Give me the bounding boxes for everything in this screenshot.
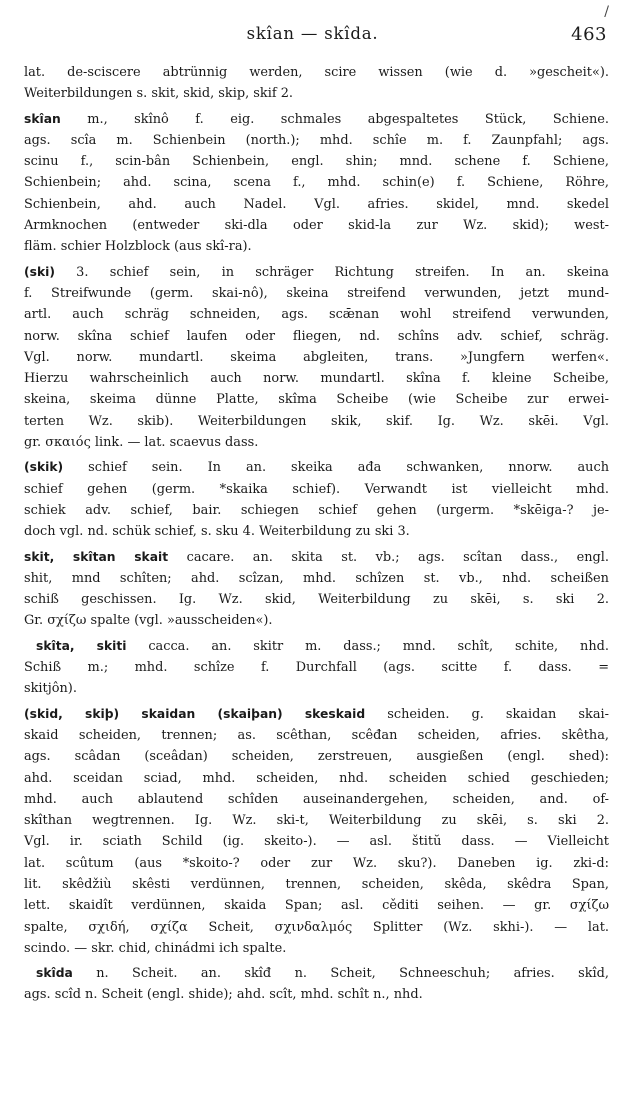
headword: skîda: [36, 966, 73, 981]
headword: skîan: [24, 111, 61, 126]
entry-line: gr. σκαιός link. — lat. scaevus dass.: [24, 435, 259, 451]
entry-line: skitjôn).: [24, 681, 77, 697]
entry-line: Gr. σχίζω spalte (vgl. »ausscheiden«).: [24, 613, 273, 629]
headword: (skid, skiþ) skaidan (skaiþan) skeskaid: [24, 706, 366, 721]
entry-text: cacca. an. skitr m. dass.; mnd. schît, schite, nhd.: [126, 638, 609, 654]
entry-line: lat. scûtum (aus *skoito-? oder zur Wz. sku?). Daneben ig. zki-d:: [24, 855, 609, 871]
entry-line: shit, mnd schîten; ahd. scîzan, mhd. schîzen st. vb., nhd. scheißen: [24, 570, 609, 586]
entry-line: [24, 547, 609, 568]
entry-line: doch vgl. nd. schük schief, s. sku 4. Weiterbildung zu ski 3.: [24, 524, 410, 540]
page-header: [0, 4, 625, 48]
running-head: skîan — skîda.: [246, 24, 379, 43]
entry-line: ags. scâdan (sceâdan) scheiden, zerstreuen, ausgießen (engl. shed):: [24, 749, 609, 765]
entry-line: scindo. — skr. chid, chinádmi ich spalte.: [24, 940, 287, 956]
entry-gap: [24, 1006, 609, 1010]
entry-line: terten Wz. skib). Weiterbildungen skik, skif. Ig. Wz. skēi. Vgl.: [24, 413, 609, 429]
entry-line: lat. de-sciscere abtrünnig werden, scire wissen (wie d. »gescheit«).: [24, 65, 609, 80]
entry-line: Armknochen (entweder ski-dla oder skid-la zur Wz. skid); west-: [24, 218, 609, 234]
entry-line: lett. skaidît verdünnen, skaida Span; asl. cěditi seihen. — gr. σχίζω: [24, 898, 609, 914]
entry-line: spalte, σχιδή, σχίζα Scheit, σχινδαλμός Splitter (Wz. skhi-). — lat.: [24, 919, 609, 935]
entry-line: schiß geschissen. Ig. Wz. skid, Weiterbildung zu skēi, s. ski 2.: [24, 592, 609, 608]
pencil-tick-mark: /: [604, 4, 609, 20]
entry-line: fläm. schier Holzblock (aus skî-ra).: [24, 239, 252, 255]
entry-line: lit. skêdžiù skêsti verdünnen, trennen, scheiden, skêda, skêdra Span,: [24, 876, 609, 892]
headword: (ski): [24, 264, 55, 279]
dictionary-entry: [24, 963, 609, 1006]
dictionary-entry: [24, 636, 609, 700]
dictionary-entry: [24, 262, 609, 454]
headword: (skik): [24, 460, 64, 475]
entry-text: m., skînô f. eig. schmales abgespaltetes Stück, Schiene.: [60, 111, 609, 127]
entry-text: scheiden. g. skaidan skai-: [365, 706, 609, 722]
entry-line: mhd. auch ablautend schîden auseinandergehen, scheiden, and. of-: [24, 791, 609, 807]
page-number: 463: [571, 24, 607, 45]
entry-line: schief gehen (germ. *skaika schief). Verwandt ist vielleicht mhd.: [24, 481, 609, 497]
entry-line: Weiterbildungen s. skit, skid, skip, skif 2.: [24, 86, 293, 102]
entry-line: [24, 262, 609, 283]
headword: skit, skîtan skait: [24, 549, 169, 564]
dictionary-entry: [24, 704, 609, 960]
entry-line: [24, 457, 609, 478]
entry-text: schief sein. In an. skeika ađa schwanken, nnorw. auch: [63, 460, 609, 476]
entry-line: scinu f., scin-bân Schienbein, engl. shin; mnd. schene f. Schiene,: [24, 154, 609, 170]
entry-text: n. Scheit. an. skîđ n. Scheit, Schneeschuh; afries. skîd,: [72, 966, 609, 982]
entry-line: [24, 636, 609, 657]
entry-line: Schiß m.; mhd. schîze f. Durchfall (ags. scitte f. dass. =: [24, 660, 609, 676]
entry-line: [24, 109, 609, 130]
headword: skîta, skiti: [36, 638, 127, 653]
entry-line: Vgl. norw. mundartl. skeima abgleiten, trans. »Jungfern werfen«.: [24, 349, 609, 365]
dictionary-entry: [24, 62, 609, 105]
dictionary-entry: [24, 457, 609, 542]
entry-line: norw. skîna schief laufen oder fliegen, nd. schîns adv. schief, schräg.: [24, 328, 609, 344]
entry-line: f. Streifwunde (germ. skai-nô), skeina streifend verwunden, jetzt mund-: [24, 285, 609, 301]
entry-line: ags. scîd n. Scheit (engl. shide); ahd. scît, mhd. schît n., nhd.: [24, 987, 423, 1003]
entry-line: [24, 963, 609, 984]
dictionary-body: [24, 62, 609, 1010]
entry-line: Schienbein; ahd. scina, scena f., mhd. schin(e) f. Schiene, Röhre,: [24, 175, 609, 191]
entry-line: skeina, skeima dünne Platte, skîma Scheibe (wie Scheibe zur erwei-: [24, 392, 609, 408]
entry-line: ags. scîa m. Schienbein (north.); mhd. schîe m. f. Zaunpfahl; ags.: [24, 132, 609, 148]
entry-text: cacare. an. skita st. vb.; ags. scîtan dass., engl.: [168, 549, 610, 565]
dictionary-entry: [24, 109, 609, 258]
entry-line: Hierzu wahrscheinlich auch norw. mundartl. skîna f. kleine Scheibe,: [24, 371, 609, 387]
entry-line: [24, 704, 609, 725]
entry-line: artl. auch schräg schneiden, ags. scǣnan wohl streifend verwunden,: [24, 307, 609, 323]
entry-line: skaid scheiden, trennen; as. scêthan, scêđan scheiden, afries. skêtha,: [24, 727, 609, 743]
dictionary-entry: [24, 547, 609, 632]
entry-text: 3. schief sein, in schräger Richtung streifen. In an. skeina: [54, 264, 609, 280]
entry-line: ahd. sceidan sciad, mhd. scheiden, nhd. scheiden schied geschieden;: [24, 770, 609, 786]
entry-line: schiek adv. schief, bair. schiegen schief gehen (urgerm. *skēiga-? je-: [24, 502, 609, 518]
entry-line: Schienbein, ahd. auch Nadel. Vgl. afries. skidel, mnd. skedel: [24, 196, 609, 212]
entry-line: Vgl. ir. sciath Schild (ig. skeito-). — asl. štitŭ dass. — Vielleicht: [24, 834, 609, 850]
entry-line: skîthan wegtrennen. Ig. Wz. ski-t, Weiterbildung zu skēi, s. ski 2.: [24, 813, 609, 829]
